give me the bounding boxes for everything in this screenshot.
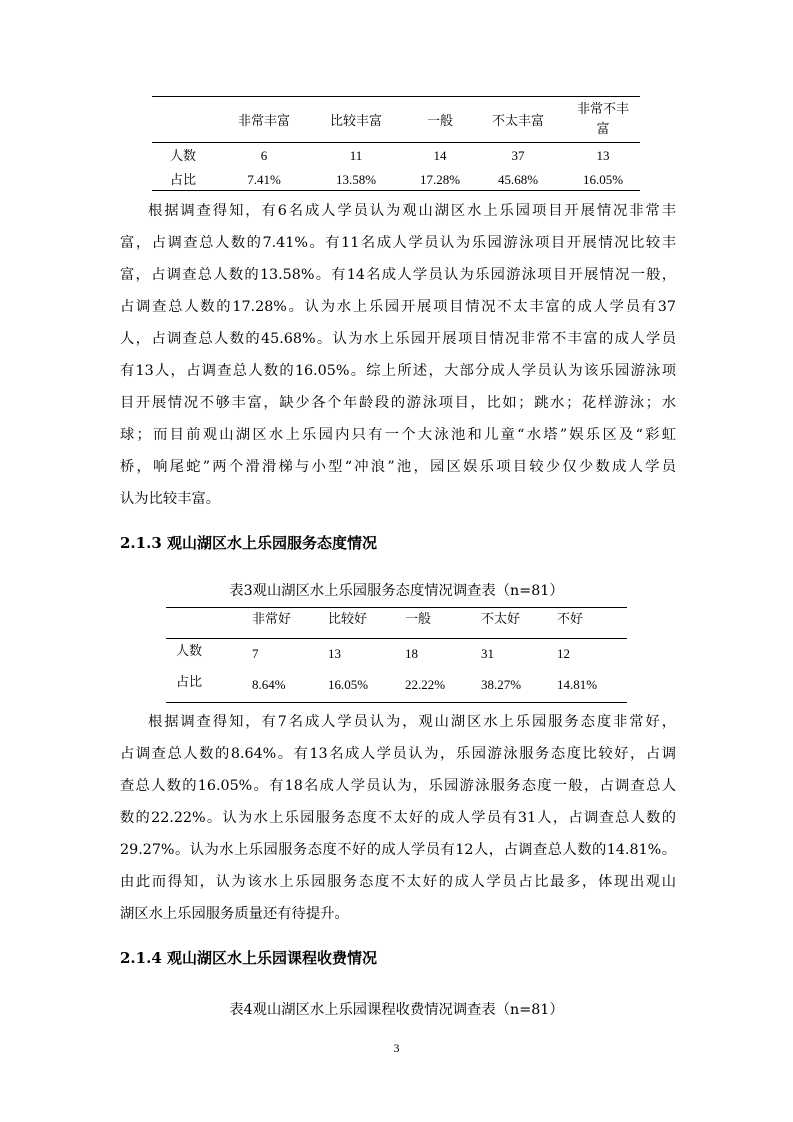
table-3-count-3: 18 <box>405 646 418 661</box>
paragraph-1-line: 富，占调查总人数的13.58%。有14名成人学员认为乐园游泳项目开展情况一般， <box>120 267 676 283</box>
table-2-count-1: 6 <box>260 148 268 163</box>
paragraph-1-line: 球；而目前观山湖区水上乐园内只有一个大泳池和儿童“水塔”娱乐区及“彩虹 <box>120 427 676 443</box>
paragraph-2-line: 由此而得知，认为该水上乐园服务态度不太好的成人学员占比最多，体现出观山 <box>120 874 676 890</box>
table-2-pct-2: 13.58% <box>335 172 377 187</box>
table-3-count-4: 31 <box>481 646 494 661</box>
paragraph-2-line: 数的22.22%。认为水上乐园服务态度不太好的成人学员有31人，占调查总人数的 <box>120 810 676 826</box>
paragraph-2-line: 29.27%。认为水上乐园服务态度不好的成人学员有12人，占调查总人数的14.81%。 <box>120 842 676 858</box>
table-4-caption: 表4观山湖区水上乐园课程收费情况调查表（n=81） <box>229 1002 564 1018</box>
table-3-header-1: 非常好 <box>252 611 292 626</box>
table-2-pct-1: 7.41% <box>247 172 281 187</box>
table-2-header-3: 一般 <box>426 113 453 128</box>
table-3-header-4: 不太好 <box>481 611 521 626</box>
table-3-count-1: 7 <box>252 646 259 661</box>
paragraph-1-line: 目开展情况不够丰富，缺少各个年龄段的游泳项目，比如；跳水；花样游泳；水 <box>120 395 676 411</box>
table-3-top-rule <box>166 607 627 608</box>
table-2-header-2: 比较丰富 <box>329 113 382 128</box>
table-3-pct-4: 38.27% <box>481 677 522 692</box>
table-3-pct-1: 8.64% <box>252 677 286 692</box>
table-3-count-5: 12 <box>557 646 570 661</box>
table-3-header-rule <box>166 638 627 639</box>
table-2-count-3: 14 <box>433 148 447 163</box>
table-2-pct-3: 17.28% <box>419 172 461 187</box>
table-3-pct-5: 14.81% <box>557 677 598 692</box>
paragraph-2 <box>120 706 676 930</box>
table-2-header-5-line-2: 富 <box>596 121 610 136</box>
paragraph-2-line: 查总人数的16.05%。有18名成人学员认为，乐园游泳服务态度一般，占调查总人 <box>120 778 676 794</box>
table-2-row-pct-label: 占比 <box>170 172 197 187</box>
table-3-row-pct-label: 占比 <box>176 674 203 689</box>
paragraph-2-line: 湖区水上乐园服务质量还有待提升。 <box>120 906 349 922</box>
table-3-caption: 表3观山湖区水上乐园服务态度情况调查表（n=81） <box>229 583 564 599</box>
table-3-row-count-label: 人数 <box>176 643 203 658</box>
table-2-count-4: 37 <box>511 148 525 163</box>
table-2-row-count-label: 人数 <box>170 148 197 163</box>
table-2-pct-5: 16.05% <box>582 172 624 187</box>
paragraph-1-line: 人，占调查总人数的45.68%。认为水上乐园开展项目情况非常不丰富的成人学员 <box>120 331 676 347</box>
table-3-count-2: 13 <box>328 646 341 661</box>
table-3-header-5: 不好 <box>557 611 584 626</box>
paragraph-1-line: 桥，响尾蛇”两个滑滑梯与小型“冲浪”池，园区娱乐项目较少仅少数成人学员 <box>120 459 676 475</box>
paragraph-1-line: 占调查总人数的17.28%。认为水上乐园开展项目情况不太丰富的成人学员有37 <box>120 299 676 315</box>
table-3-bottom-rule <box>166 702 627 703</box>
table-2-top-rule <box>152 96 640 97</box>
table-2-header-4: 不太丰富 <box>491 113 544 128</box>
page-number: 3 <box>393 1041 400 1055</box>
paragraph-1-line: 根据调查得知，有6名成人学员认为观山湖区水上乐园项目开展情况非常丰 <box>148 203 676 219</box>
paragraph-1-line: 认为比较丰富。 <box>120 491 221 507</box>
paragraph-1 <box>120 195 676 515</box>
table-3-pct-2: 16.05% <box>328 677 369 692</box>
table-3-header-2: 比较好 <box>328 611 368 626</box>
paragraph-1-line: 有13人，占调查总人数的16.05%。综上所述，大部分成人学员认为该乐园游泳项 <box>120 363 676 379</box>
section-heading-2-1-3: 2.1.3 观山湖区水上乐园服务态度情况 <box>120 534 377 552</box>
paragraph-2-line: 根据调查得知，有7名成人学员认为，观山湖区水上乐园服务态度非常好， <box>148 714 676 730</box>
table-2-bottom-rule <box>152 190 640 191</box>
table-2-count-2: 11 <box>349 148 363 163</box>
table-2-pct-4: 45.68% <box>497 172 539 187</box>
table-2-header-5-line-1: 非常不丰 <box>576 101 629 116</box>
table-3-pct-3: 22.22% <box>405 677 446 692</box>
table-2-count-5: 13 <box>596 148 610 163</box>
table-3-header-3: 一般 <box>405 611 432 626</box>
paragraph-1-line: 富，占调查总人数的7.41%。有11名成人学员认为乐园游泳项目开展情况比较丰 <box>120 235 676 251</box>
table-2-header-1: 非常丰富 <box>237 113 290 128</box>
table-2-header-rule <box>152 142 640 143</box>
paragraph-2-line: 占调查总人数的8.64%。有13名成人学员认为，乐园游泳服务态度比较好，占调 <box>120 746 676 762</box>
section-heading-2-1-4: 2.1.4 观山湖区水上乐园课程收费情况 <box>120 949 377 967</box>
